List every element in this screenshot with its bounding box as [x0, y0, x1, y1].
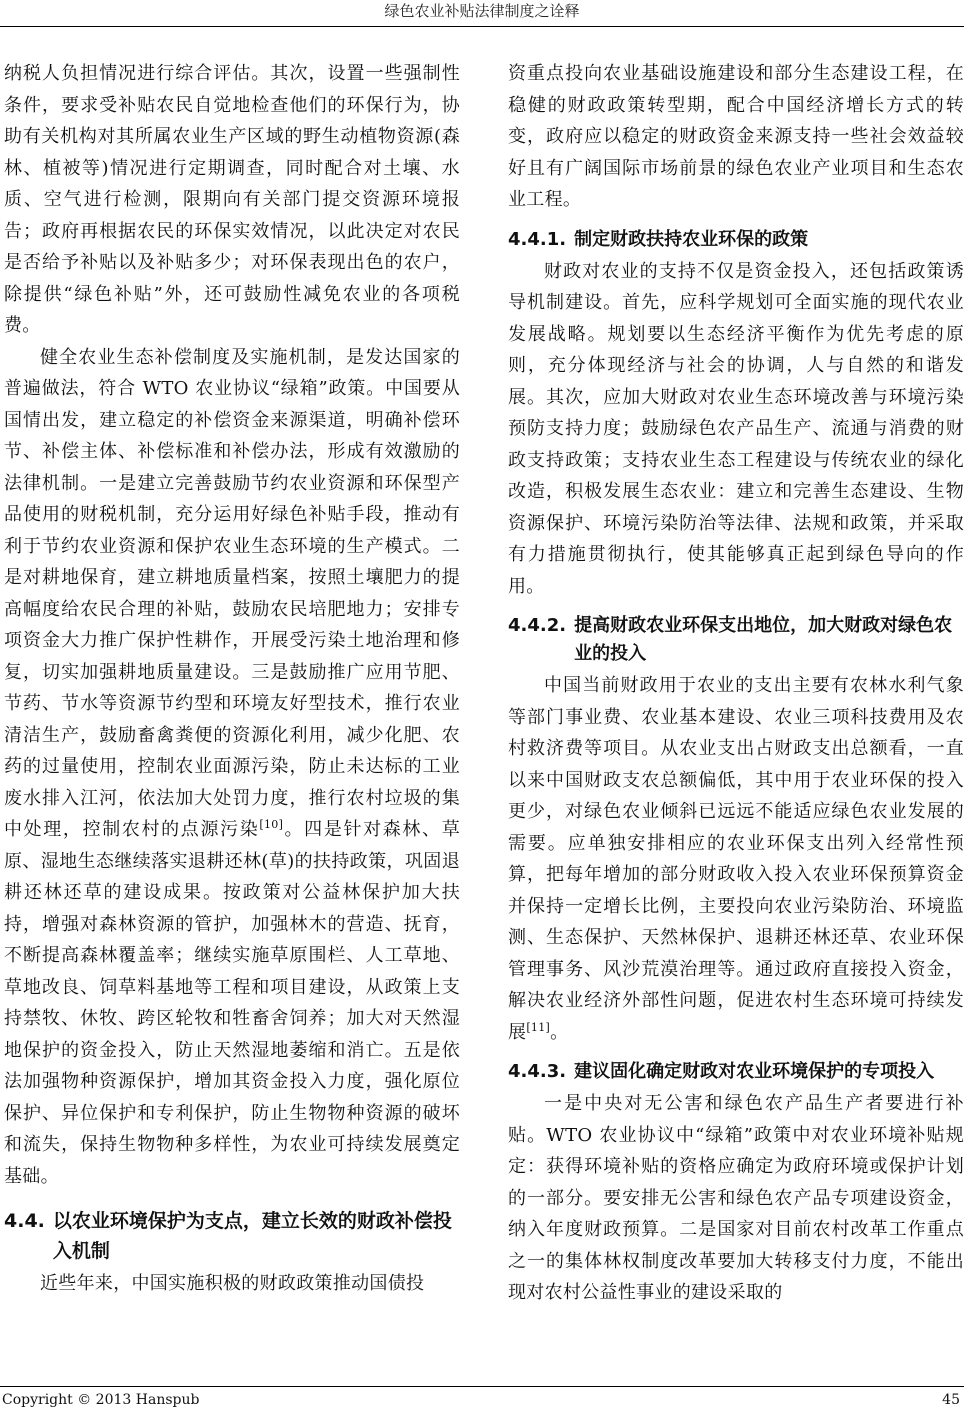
left-paragraph-3: 近些年来，中国实施积极的财政政策推动国债投	[40, 1273, 425, 1294]
left-column	[4, 58, 460, 1300]
section-title: 建议固化确定财政对农业环境保护的专项投入	[574, 1061, 935, 1082]
section-heading-4-4-3	[508, 1058, 964, 1086]
right-paragraph-2: 财政对农业的支持不仅是资金投入，还包括政策诱导机制建设。首先，应科学规划可全面实施的现代农业发展战略。规划要以生态经济平衡作为优先考虑的原则，充分体现经济与社会的协调，人与自然的和谐发展。其次，应加大财政对农业生态环境改善与环境污染预防支持力度；鼓励绿色农产品生产、流通与消费的财政支持政策；支持农业生态工程建设与传统农业的绿化改造，积极发展生态农业：建立和完善生态建设、生物资源保护、环境污染防治等法律、法规和政策，并采取有力措施贯彻执行，使其能够真正起到绿色导向的作用。	[508, 260, 964, 597]
section-title: 制定财政扶持农业环保的政策	[574, 228, 809, 250]
right-paragraph-3-text: 中国当前财政用于农业的支出主要有农林水利气象等部门事业费、农业基本建设、农业三项科技费用及农村救济费等项目。从农业支出占财政支出总额看，一直以来中国财政支农总额偏低，其中用于农业环保的投入更少，对绿色农业倾斜已远远不能适应绿色农业发展的需要。应单独安排相应的农业环保支出列入经常性预算，把每年增加的部分财政收入投入农业环保预算资金并保持一定增长比例，主要投向农业污染防治、环境监测、生态保护、天然林保护、退耕还林还草、农业环保管理事务、风沙荒漠治理等。通过政府直接投入资金，解决农业经济外部性问题，促进农村生态环境可持续发展	[508, 675, 964, 1043]
section-number: 4.4.	[4, 1210, 45, 1232]
footer-rule	[0, 1386, 964, 1387]
right-paragraph-3	[508, 670, 964, 1048]
right-paragraph-4: 一是中央对无公害和绿色农产品生产者要进行补贴。WTO 农业协议中“绿箱”政策中对农业环境补贴规定：获得环境补贴的资格应确定为政府环境或保护计划的一部分。要安排无公害和绿色农产品专项建设资金，纳入年度财政预算。二是国家对目前农村改革工作重点之一的集体林权制度改革要加大转移支付力度，不能出现对农村公益性事业的建设采取的	[508, 1093, 964, 1303]
page-number: 45	[942, 1392, 960, 1408]
header-rule	[0, 26, 964, 27]
citation-ref-11[interactable]: [11]	[526, 1020, 551, 1034]
section-title: 提高财政农业环保支出地位，加大财政对绿色农业的投入	[574, 615, 953, 664]
right-paragraph-3-end: 。	[550, 1021, 569, 1043]
section-title: 以农业环境保护为支点，建立长效的财政补偿投入机制	[52, 1210, 452, 1262]
right-paragraph-1: 资重点投向农业基础设施建设和部分生态建设工程，在稳健的财政政策转型期，配合中国经济增长方式的转变，政府应以稳定的财政资金来源支持一些社会效益较好且有广阔国际市场前景的绿色农业产业项目和生态农业工程。	[508, 63, 964, 210]
left-paragraph-2-text-b: 。四是针对森林、草原、湿地生态继续落实退耕还林(草)的扶持政策，巩固退耕还林还草的建设成果。按政策对公益林保护加大扶持，增强对森林资源的管护，加强林木的营造、抚育，不断提高森林覆盖率；继续实施草原围栏、人工草地、草地改良、饲草料基地等工程和项目建设，从政策上支持禁牧、休牧、跨区轮牧和牲畜舍饲养；加大对天然湿地保护的资金投入，防止天然湿地萎缩和消亡。五是依法加强物种资源保护，增加其资金投入力度，强化原位保护、异位保护和专利保护，防止生物物种资源的破坏和流失，保持生物物种多样性，为农业可持续发展奠定基础。	[4, 819, 460, 1187]
left-paragraph-1: 纳税人负担情况进行综合评估。其次，设置一些强制性条件，要求受补贴农民自觉地检查他们的环保行为，协助有关机构对其所属农业生产区域的野生动植物资源(森林、植被等)情况进行定期调查，同时配合对土壤、水质、空气进行检测，限期向有关部门提交资源环境报告；政府再根据农民的环保实效情况，以此决定对农民是否给予补贴以及补贴多少；对环保表现出色的农户，除提供“绿色补贴”外，还可鼓励性减免农业的各项税费。	[4, 63, 460, 336]
page-footer	[0, 1388, 964, 1412]
left-paragraph-2	[4, 342, 460, 1193]
right-column	[508, 58, 964, 1309]
citation-ref-10[interactable]: [10]	[259, 818, 284, 831]
section-heading-4-4-1	[508, 226, 964, 254]
section-heading-4-4-2	[508, 612, 964, 668]
section-number: 4.4.3.	[508, 1061, 567, 1082]
left-paragraph-2-text-a: 健全农业生态补偿制度及实施机制，是发达国家的普遍做法，符合 WTO 农业协议“绿箱”政策。中国要从国情出发，建立稳定的补偿资金来源渠道，明确补偿环节、补偿主体、补偿标准和补偿办法，形成有效激励的法律机制。一是建立完善鼓励节约农业资源和环保型产品使用的财税机制，充分运用好绿色补贴手段，推动有利于节约农业资源和保护农业生态环境的生产模式。二是对耕地保育，建立耕地质量档案，按照土壤肥力的提高幅度给农民合理的补贴，鼓励农民培肥地力；安排专项资金大力推广保护性耕作，开展受污染土地治理和修复，切实加强耕地质量建设。三是鼓励推广应用节肥、节药、节水等资源节约型和环境友好型技术，推行农业清洁生产，鼓励畜禽粪便的资源化利用，减少化肥、农药的过量使用，控制农业面源污染，防止未达标的工业废水排入江河，依法加大处罚力度，推行农村垃圾的集中处理，控制农村的点源污染	[4, 346, 460, 840]
section-number: 4.4.1.	[508, 228, 567, 250]
copyright-notice: Copyright © 2013 Hanspub	[2, 1392, 200, 1408]
running-header-title: 绿色农业补贴法律制度之诠释	[384, 2, 580, 20]
section-number: 4.4.2.	[508, 615, 567, 636]
section-heading-4-4	[4, 1206, 460, 1266]
